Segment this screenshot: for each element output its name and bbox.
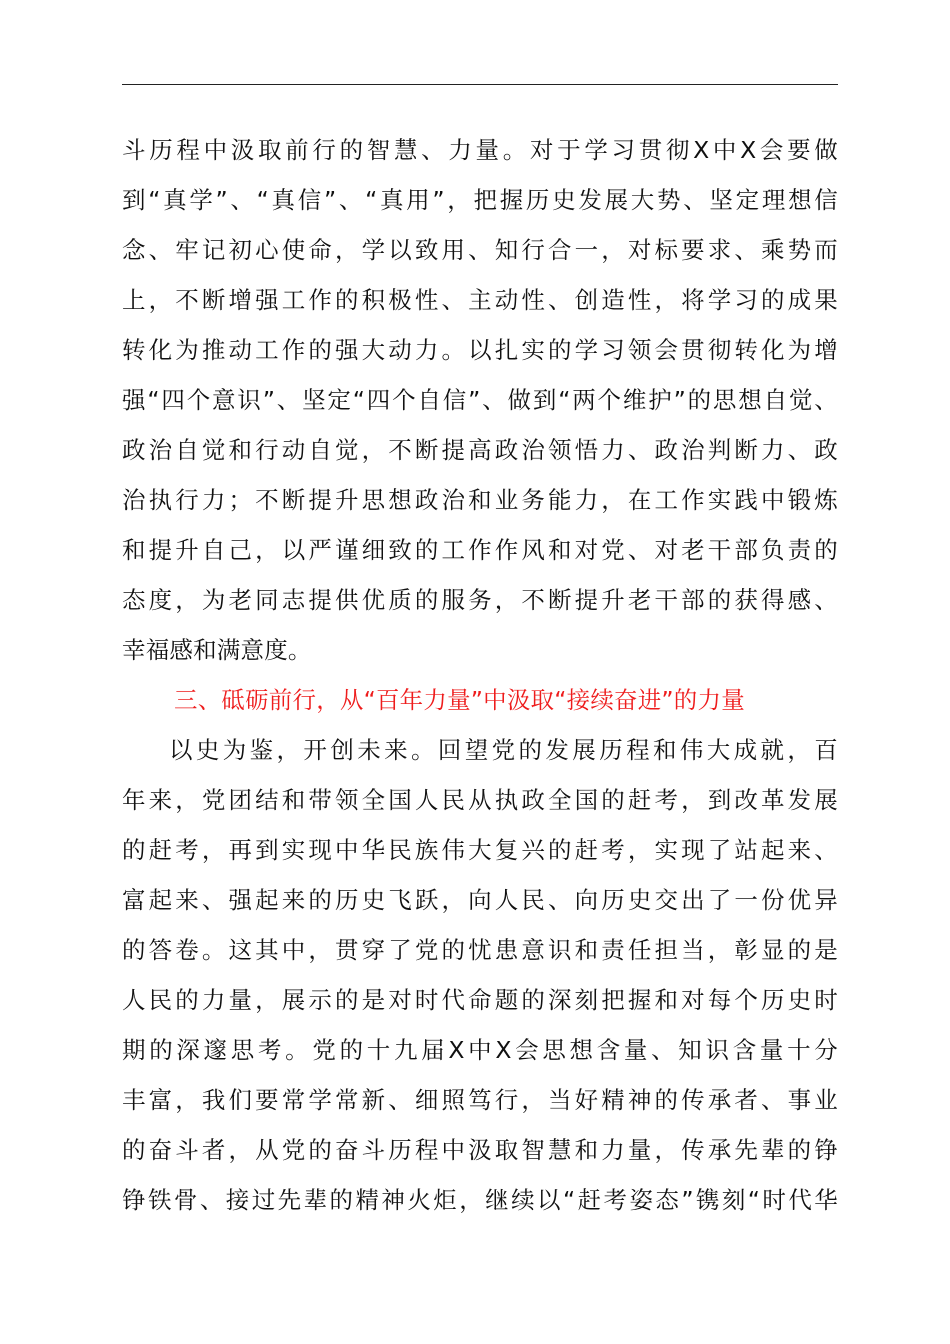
text-line: 的答卷。这其中，贯穿了党的忧患意识和责任担当，彰显的是	[122, 936, 838, 964]
text-line: 斗历程中汲取前行的智慧、力量。对于学习贯彻X中X会要做	[122, 136, 838, 164]
section-heading-3: 三、砥砺前行，从“百年力量”中汲取“接续奋进”的力量	[174, 686, 745, 714]
text-line: 上，不断增强工作的积极性、主动性、创造性，将学习的成果	[122, 286, 838, 314]
text-line: 年来，党团结和带领全国人民从执政全国的赶考，到改革发展	[122, 786, 838, 814]
header-rule	[122, 84, 838, 85]
paragraph-2	[122, 725, 838, 1225]
text-line: 治执行力；不断提升思想政治和业务能力，在工作实践中锻炼	[122, 486, 838, 514]
body-text	[122, 125, 838, 1225]
text-line: 铮铁骨、接过先辈的精神火炬，继续以“赶考姿态”镌刻“时代华	[122, 1186, 838, 1214]
paragraph-1	[122, 125, 838, 675]
text-line: 丰富，我们要常学常新、细照笃行，当好精神的传承者、事业	[122, 1086, 838, 1114]
text-line: 政治自觉和行动自觉，不断提高政治领悟力、政治判断力、政	[122, 436, 838, 464]
text-line: 幸福感和满意度。	[122, 636, 312, 664]
text-line: 转化为推动工作的强大动力。以扎实的学习领会贯彻转化为增	[122, 336, 838, 364]
text-line: 念、牢记初心使命，学以致用、知行合一，对标要求、乘势而	[122, 236, 838, 264]
text-line: 以史为鉴，开创未来。回望党的发展历程和伟大成就，百	[169, 736, 838, 764]
text-line: 期的深邃思考。党的十九届X中X会思想含量、知识含量十分	[122, 1036, 838, 1064]
text-line: 和提升自己，以严谨细致的工作作风和对党、对老干部负责的	[122, 536, 838, 564]
text-line: 到“真学”、“真信”、“真用”，把握历史发展大势、坚定理想信	[122, 186, 838, 214]
text-line: 的奋斗者，从党的奋斗历程中汲取智慧和力量，传承先辈的铮	[122, 1136, 838, 1164]
text-line: 人民的力量，展示的是对时代命题的深刻把握和对每个历史时	[122, 986, 838, 1014]
text-line: 态度，为老同志提供优质的服务，不断提升老干部的获得感、	[122, 586, 838, 614]
text-line: 强“四个意识”、坚定“四个自信”、做到“两个维护”的思想自觉、	[122, 386, 838, 414]
text-line: 的赶考，再到实现中华民族伟大复兴的赶考，实现了站起来、	[122, 836, 838, 864]
text-line: 富起来、强起来的历史飞跃，向人民、向历史交出了一份优异	[122, 886, 838, 914]
